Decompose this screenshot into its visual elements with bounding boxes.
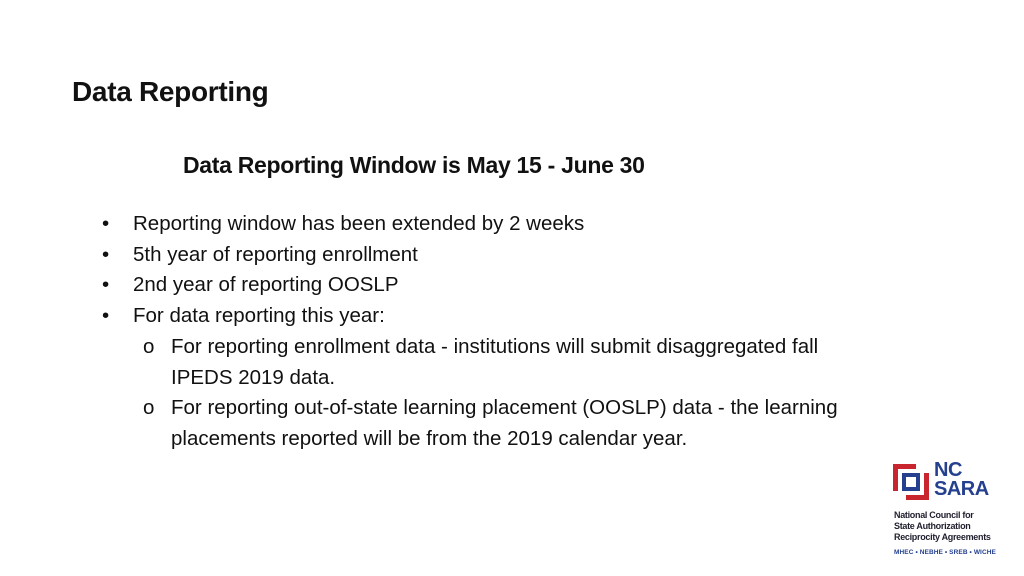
sub-bullet-text: For reporting enrollment data - institutions will submit disaggregated fall IPEDS 2019 data.	[171, 334, 819, 389]
bullet-list	[98, 209, 868, 455]
bullet-text: Reporting window has been extended by 2 weeks	[133, 212, 585, 235]
logo-name-line: Reciprocity Agreements	[894, 532, 991, 542]
list-item	[98, 240, 868, 271]
bullet-text: 5th year of reporting enrollment	[133, 242, 418, 266]
reporting-window-heading: Data Reporting Window is May 15 - June 30	[183, 152, 645, 178]
bullet-marker: •	[102, 242, 110, 266]
logo-sara-text: SARA	[934, 478, 989, 500]
sub-bullet-marker: o	[143, 334, 155, 358]
bullet-text: For data reporting this year:	[133, 304, 385, 328]
list-item	[98, 301, 868, 332]
logo-name-line: National Council for	[894, 510, 974, 520]
bullet-marker: •	[102, 212, 110, 235]
logo-full-name	[894, 510, 1014, 543]
logo-wordmark	[934, 461, 989, 499]
bullet-marker: •	[102, 273, 110, 297]
logo-members: MHEC • NEBHE • SREB • WICHE	[894, 549, 996, 556]
nc-sara-mark-icon	[892, 463, 930, 501]
list-item	[98, 270, 868, 301]
sub-bullet-list	[98, 332, 868, 455]
bullet-text: 2nd year of reporting OOSLP	[133, 273, 399, 297]
bullet-marker: •	[102, 304, 110, 328]
nc-sara-logo	[890, 458, 1010, 568]
slide-title: Data Reporting	[72, 76, 269, 107]
logo-nc-text: NC	[934, 459, 962, 481]
sub-bullet-marker: o	[143, 396, 155, 420]
sub-list-item	[98, 393, 868, 454]
sub-bullet-text: For reporting out-of-state learning placement (OOSLP) data - the learning placements reported will be from the 2019 calendar year.	[171, 396, 838, 450]
sub-list-item	[98, 332, 868, 393]
list-item	[98, 209, 868, 240]
logo-name-line: State Authorization	[894, 521, 971, 531]
